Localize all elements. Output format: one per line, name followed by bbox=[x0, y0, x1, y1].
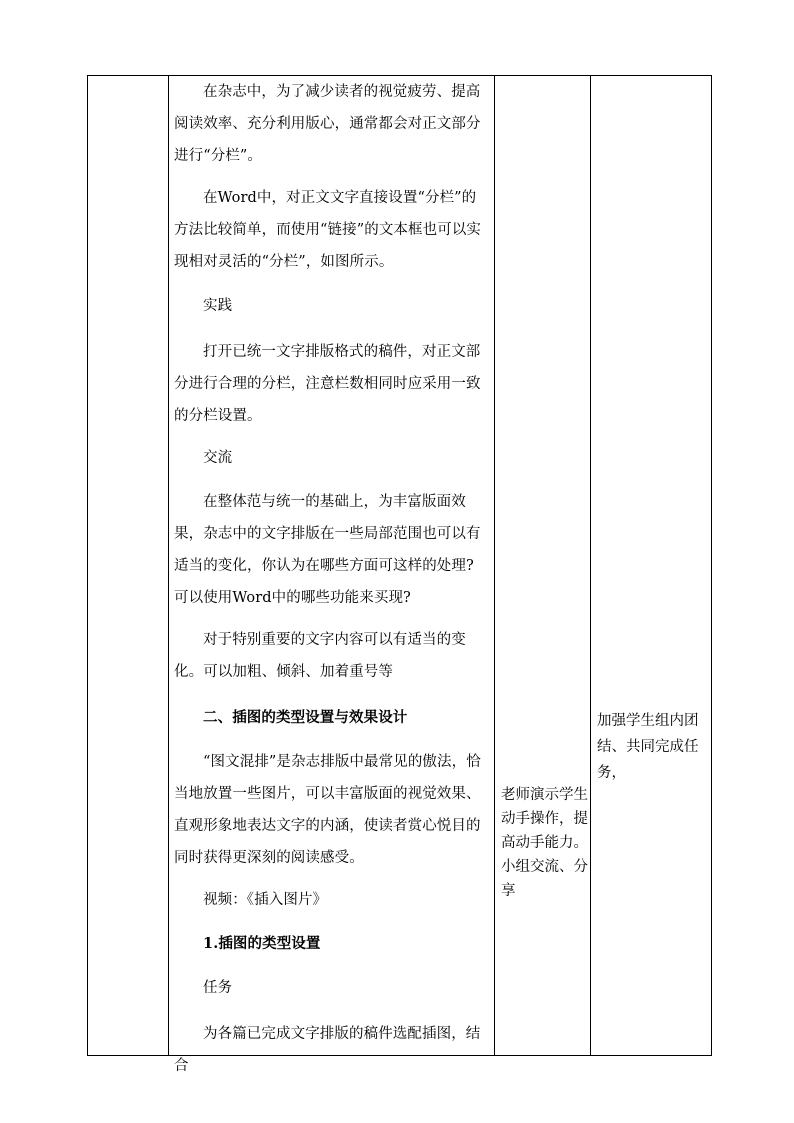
video-title: 视频：《插入图片》 bbox=[203, 892, 328, 908]
lesson-plan-table bbox=[87, 75, 712, 1074]
paragraph-word-columns: 在Word中，对正文文字直接设置“分栏”的方法比较简单，而使用“链接”的文本框也可以实现相对灵活的“分栏”，如图所示。 bbox=[174, 190, 482, 270]
table-cell-teacher-activity bbox=[495, 76, 591, 1056]
subheading-illustration-type: 1.插图的类型设置 bbox=[203, 935, 321, 952]
heading-exchange: 交流 bbox=[203, 450, 233, 466]
paragraph-columns-intro: 在杂志中，为了减少读者的视觉疲劳、提高阅读效率、充分利用版心，通常都会对正文部分进行“分栏”。 bbox=[174, 84, 481, 164]
table-row bbox=[88, 76, 712, 1056]
paragraph-exchange-question: 在整体范与统一的基础上，为丰富版面效果，杂志中的文字排版在一些局部范围也可以有适当的变化，你认为在哪些方面可这样的处理?可以使用Word中的哪些功能来买现? bbox=[174, 494, 481, 606]
paragraph-practice-task: 打开已统一文字排版格式的稿件，对正文部分进行合理的分栏，注意栏数相同时应采用一致的分栏设置。 bbox=[174, 344, 481, 424]
design-intent-text: 加强学生组内团结、共同完成任务， bbox=[597, 713, 699, 781]
heading-task: 任务 bbox=[203, 980, 233, 996]
paragraph-task-description: 为各篇已完成文字排版的稿件选配插图，结合 bbox=[174, 1026, 481, 1074]
paragraph-image-text-layout: “图文混排”是杂志排版中最常见的傲法，恰当地放置一些图片，可以丰富版面的视觉效果、直观形象地表达文字的内涵，使读者赏心悦目的同时获得更深刻的阅读感受。 bbox=[174, 754, 481, 866]
teacher-activity-text: 老师演示学生动手操作，提高动手能力。小组交流、分享 bbox=[501, 787, 588, 899]
heading-practice: 实践 bbox=[203, 298, 233, 314]
section-heading-illustration: 二、插图的类型设置与效果设计 bbox=[203, 709, 408, 726]
paragraph-answer: 对于特别重要的文字内容可以有适当的变化。可以加粗、倾斜、加着重号等 bbox=[174, 632, 466, 680]
table-cell-content bbox=[169, 76, 495, 1074]
table-cell-design-intent bbox=[591, 76, 712, 1056]
table-cell-stage bbox=[88, 76, 169, 1056]
